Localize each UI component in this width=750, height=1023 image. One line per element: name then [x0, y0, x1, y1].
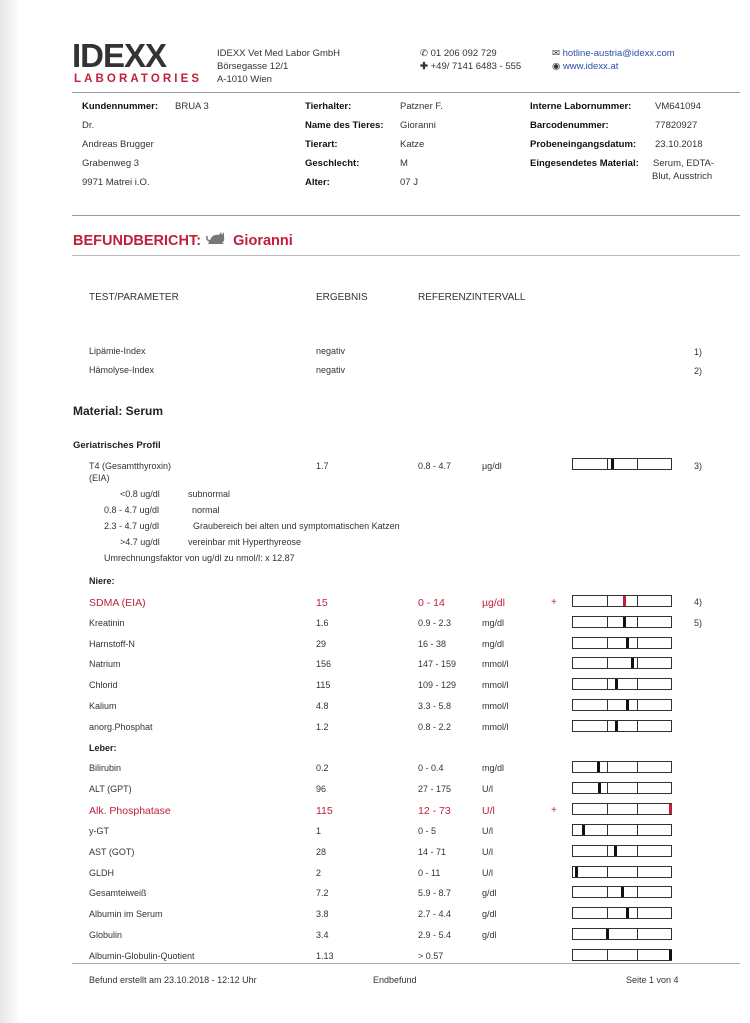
- result-name: Albumin-Globulin-Quotient: [89, 951, 195, 962]
- footer-page: Seite 1 von 4: [626, 975, 679, 985]
- t4-unit: µg/dl: [482, 461, 502, 471]
- result-unit: mmol/l: [482, 659, 509, 670]
- owner-label: Tierhalter:: [305, 101, 352, 112]
- internal-number-label: Interne Labornummer:: [530, 101, 632, 112]
- result-name: Bilirubin: [89, 763, 122, 773]
- result-unit: mmol/l: [482, 680, 509, 691]
- result-unit: U/l: [482, 867, 493, 878]
- t4-name: T4 (Gesamtthyroxin): [89, 461, 172, 471]
- index-name: Lipämie-Index: [89, 346, 146, 356]
- web-line[interactable]: [552, 61, 618, 72]
- result-name: GLDH: [89, 867, 115, 878]
- mail-icon: ✉: [552, 48, 560, 59]
- result-name: Alk. Phosphatase: [89, 804, 171, 817]
- result-marker: [621, 887, 624, 897]
- range-bar: [572, 928, 672, 940]
- legend-text: subnormal: [188, 489, 231, 499]
- result-unit: µg/dl: [482, 597, 505, 609]
- range-bar: [572, 761, 672, 773]
- sex-value: M: [400, 158, 408, 169]
- range-bar: [572, 637, 672, 649]
- result-reference: 27 - 175: [418, 783, 452, 794]
- material-line2: Blut, Ausstrich: [652, 171, 713, 182]
- legend-text: vereinbar mit Hyperthyreose: [188, 537, 302, 547]
- bar-divider: [607, 617, 608, 627]
- result-marker: [582, 825, 585, 835]
- result-value: 156: [316, 659, 332, 670]
- bar-divider: [637, 804, 638, 814]
- result-value: 4.8: [316, 701, 329, 711]
- bar-divider: [607, 679, 608, 689]
- result-unit: g/dl: [482, 930, 497, 941]
- result-name: ALT (GPT): [89, 783, 132, 794]
- index-note: 1): [694, 347, 703, 357]
- result-reference: 0.9 - 2.3: [418, 617, 452, 628]
- result-note: 5): [694, 617, 703, 628]
- result-note: 4): [694, 597, 703, 607]
- phone-line: [420, 48, 497, 59]
- result-value: 115: [316, 804, 333, 817]
- legend-text: normal: [192, 505, 220, 515]
- t4-method: (EIA): [89, 473, 110, 483]
- divider: [72, 963, 740, 964]
- range-bar: [572, 866, 672, 878]
- result-reference: 147 - 159: [418, 659, 457, 670]
- result-reference: 12 - 73: [418, 804, 451, 817]
- species-value: Katze: [400, 139, 425, 150]
- range-bar: [572, 803, 672, 815]
- result-value: 115: [316, 680, 331, 691]
- footer-created: Befund erstellt am 23.10.2018 - 12:12 Uhr: [89, 975, 257, 985]
- bar-divider: [607, 950, 608, 960]
- bar-divider: [607, 846, 608, 856]
- t4-note: 3): [694, 461, 703, 471]
- phone-icon: ✆: [420, 48, 428, 59]
- result-value: 1.2: [316, 721, 329, 732]
- result-marker: [623, 617, 626, 627]
- bar-divider: [607, 867, 608, 877]
- range-bar: [572, 616, 672, 628]
- website-link[interactable]: www.idexx.at: [562, 61, 619, 72]
- bar-divider: [637, 700, 638, 710]
- medical-cross-icon: ✚: [420, 61, 428, 72]
- result-value: 2: [316, 867, 322, 878]
- column-parameter: TEST/PARAMETER: [89, 292, 179, 303]
- material-label: Eingesendetes Material:: [530, 158, 639, 169]
- range-bar: [572, 824, 672, 836]
- result-marker: [631, 658, 634, 668]
- result-name: Natrium: [89, 659, 121, 670]
- result-value: 1.13: [316, 951, 334, 962]
- result-unit: U/l: [482, 846, 493, 857]
- legend-range: >4.7 ug/dl: [120, 537, 160, 547]
- species-label: Tierart:: [305, 139, 338, 150]
- globe-icon: ◉: [552, 61, 561, 72]
- sex-label: Geschlecht:: [305, 158, 360, 169]
- result-value: 3.8: [316, 909, 329, 920]
- result-unit: mg/dl: [482, 617, 505, 628]
- owner-value: Patzner F.: [400, 101, 443, 112]
- emergency-line: [420, 61, 521, 72]
- range-bar: [572, 782, 672, 794]
- customer-line1: Dr.: [82, 120, 95, 131]
- cat-icon: [205, 229, 229, 249]
- result-marker: [598, 783, 601, 793]
- range-bar: [572, 845, 672, 857]
- legend-text: Graubereich bei alten und symptomatischen Katzen: [193, 521, 400, 531]
- liver-heading: Leber:: [89, 743, 117, 753]
- result-marker: [669, 950, 672, 960]
- phone-number: 01 206 092 729: [430, 48, 497, 59]
- result-name: y-GT: [89, 825, 109, 836]
- range-bar: [572, 907, 672, 919]
- result-unit: mmol/l: [482, 701, 509, 711]
- result-reference: 109 - 129: [418, 680, 457, 691]
- result-reference: 0 - 14: [418, 597, 445, 609]
- divider: [72, 92, 740, 93]
- result-name: anorg.Phosphat: [89, 721, 153, 732]
- emergency-number: +49/ 7141 6483 - 555: [430, 61, 522, 72]
- customer-line3: Grabenweg 3: [82, 158, 140, 169]
- bar-divider: [637, 783, 638, 793]
- bar-divider: [607, 459, 608, 469]
- bar-divider: [637, 887, 638, 897]
- lab-street: Börsegasse 12/1: [217, 61, 289, 72]
- bar-divider: [607, 887, 608, 897]
- bar-divider: [637, 658, 638, 668]
- customer-line2: Andreas Brugger: [82, 139, 154, 150]
- footer-status: Endbefund: [373, 975, 417, 985]
- result-name: Chlorid: [89, 680, 118, 691]
- result-value: 15: [316, 597, 328, 609]
- t4-reference: 0.8 - 4.7: [418, 461, 452, 471]
- legend-range: 0.8 - 4.7 ug/dl: [104, 505, 160, 515]
- result-name: AST (GOT): [89, 846, 135, 857]
- index-name: Hämolyse-Index: [89, 365, 155, 375]
- high-flag: +: [551, 597, 557, 608]
- patient-name: Gioranni: [233, 233, 293, 249]
- animal-name-label: Name des Tieres:: [305, 120, 384, 131]
- range-bar: [572, 886, 672, 898]
- report-title: [73, 229, 293, 249]
- range-bar: [572, 720, 672, 732]
- kidney-heading: Niere:: [89, 576, 115, 586]
- bar-divider: [607, 700, 608, 710]
- bar-divider: [637, 867, 638, 877]
- bar-divider: [607, 804, 608, 814]
- result-value: 0.2: [316, 763, 329, 773]
- internal-number: VM641094: [655, 101, 701, 112]
- result-value: 7.2: [316, 888, 329, 899]
- result-reference: 2.9 - 5.4: [418, 930, 452, 941]
- barcode-label: Barcodenummer:: [530, 120, 609, 131]
- bar-divider: [637, 825, 638, 835]
- customer-label: Kundennummer:: [82, 101, 158, 112]
- result-reference: > 0.57: [418, 951, 444, 962]
- result-name: Kalium: [89, 701, 117, 711]
- column-reference: REFERENZINTERVALL: [418, 292, 526, 303]
- report-title-label: BEFUNDBERICHT:: [73, 233, 202, 249]
- range-bar: [572, 949, 672, 961]
- result-reference: 0.8 - 2.2: [418, 721, 452, 732]
- index-note: 2): [694, 366, 703, 376]
- range-bar: [572, 699, 672, 711]
- receipt-date: 23.10.2018: [655, 139, 703, 150]
- index-value: negativ: [316, 365, 346, 375]
- page-shadow: [0, 0, 20, 1023]
- result-reference: 3.3 - 5.8: [418, 701, 452, 711]
- material-heading: Material: Serum: [73, 404, 164, 418]
- bar-divider: [637, 617, 638, 627]
- bar-divider: [637, 762, 638, 772]
- legend-range: 2.3 - 4.7 ug/dl: [104, 521, 160, 531]
- result-marker: [626, 638, 629, 648]
- legend-range: <0.8 ug/dl: [120, 489, 160, 499]
- t4-range-bar: [572, 458, 672, 470]
- result-marker: [611, 459, 614, 469]
- result-value: 3.4: [316, 930, 329, 941]
- result-marker: [575, 867, 578, 877]
- email-line[interactable]: [552, 48, 675, 59]
- bar-divider: [637, 950, 638, 960]
- result-unit: mmol/l: [482, 721, 509, 732]
- barcode-number: 77820927: [655, 120, 698, 131]
- t4-conversion-factor: Umrechnungsfaktor von ug/dl zu nmol/l: x 12.87: [104, 553, 295, 563]
- result-name: Gesamteiweiß: [89, 888, 147, 899]
- result-marker: [614, 846, 617, 856]
- index-value: negativ: [316, 346, 346, 356]
- idexx-logo: [72, 37, 212, 85]
- age-label: Alter:: [305, 177, 330, 188]
- bar-divider: [637, 638, 638, 648]
- result-value: 1: [316, 825, 322, 836]
- animal-name-value: Gioranni: [400, 120, 436, 131]
- bar-divider: [637, 908, 638, 918]
- bar-divider: [637, 596, 638, 606]
- email-address[interactable]: hotline-austria@idexx.com: [562, 48, 675, 59]
- result-value: 96: [316, 783, 327, 794]
- result-name: Kreatinin: [89, 617, 125, 628]
- result-name: Harnstoff-N: [89, 638, 135, 649]
- result-reference: 2.7 - 4.4: [418, 909, 452, 920]
- result-marker: [623, 596, 626, 606]
- bar-divider: [607, 596, 608, 606]
- customer-number: BRUA 3: [175, 101, 209, 112]
- bar-divider: [607, 638, 608, 648]
- range-bar: [572, 595, 672, 607]
- result-unit: g/dl: [482, 909, 497, 920]
- result-reference: 14 - 71: [418, 846, 447, 857]
- receipt-date-label: Probeneingangsdatum:: [530, 139, 637, 150]
- bar-divider: [637, 846, 638, 856]
- result-unit: U/l: [482, 804, 495, 817]
- range-bar: [572, 678, 672, 690]
- bar-divider: [607, 721, 608, 731]
- result-marker: [626, 700, 629, 710]
- column-result: ERGEBNIS: [316, 292, 368, 303]
- bar-divider: [637, 459, 638, 469]
- t4-value: 1.7: [316, 461, 329, 471]
- result-marker: [597, 762, 600, 772]
- bar-divider: [637, 929, 638, 939]
- material-line1: Serum, EDTA-: [653, 158, 715, 169]
- result-value: 1.6: [316, 617, 329, 628]
- customer-line4: 9971 Matrei i.O.: [82, 177, 150, 188]
- result-reference: 0 - 0.4: [418, 763, 444, 773]
- lab-name: IDEXX Vet Med Labor GmbH: [217, 48, 341, 59]
- result-unit: mg/dl: [482, 763, 505, 773]
- age-value: 07 J: [400, 177, 418, 188]
- result-value: 28: [316, 846, 327, 857]
- bar-divider: [607, 658, 608, 668]
- bar-divider: [607, 762, 608, 772]
- result-marker: [615, 679, 618, 689]
- result-value: 29: [316, 638, 327, 649]
- bar-divider: [637, 721, 638, 731]
- result-reference: 5.9 - 8.7: [418, 888, 452, 899]
- result-reference: 0 - 11: [418, 867, 441, 878]
- result-marker: [626, 908, 629, 918]
- bar-divider: [607, 783, 608, 793]
- lab-city: A-1010 Wien: [217, 74, 272, 85]
- result-marker: [615, 721, 618, 731]
- high-flag: +: [551, 804, 557, 816]
- bar-divider: [607, 825, 608, 835]
- bar-divider: [637, 679, 638, 689]
- result-reference: 0 - 5: [418, 825, 437, 836]
- divider: [72, 215, 740, 216]
- profile-heading: Geriatrisches Profil: [73, 440, 161, 451]
- result-marker: [606, 929, 609, 939]
- logo-subtitle: LABORATORIES: [74, 73, 203, 85]
- range-bar: [572, 657, 672, 669]
- result-marker: [669, 804, 672, 814]
- result-name: Globulin: [89, 930, 123, 941]
- divider: [72, 255, 740, 256]
- logo-text: IDEXX: [72, 37, 167, 74]
- result-name: Albumin im Serum: [89, 909, 163, 920]
- result-unit: g/dl: [482, 888, 497, 899]
- result-unit: mg/dl: [482, 638, 505, 649]
- result-name: SDMA (EIA): [89, 597, 146, 609]
- result-reference: 16 - 38: [418, 638, 447, 649]
- bar-divider: [607, 908, 608, 918]
- result-unit: U/l: [482, 825, 493, 836]
- result-unit: U/l: [482, 783, 493, 794]
